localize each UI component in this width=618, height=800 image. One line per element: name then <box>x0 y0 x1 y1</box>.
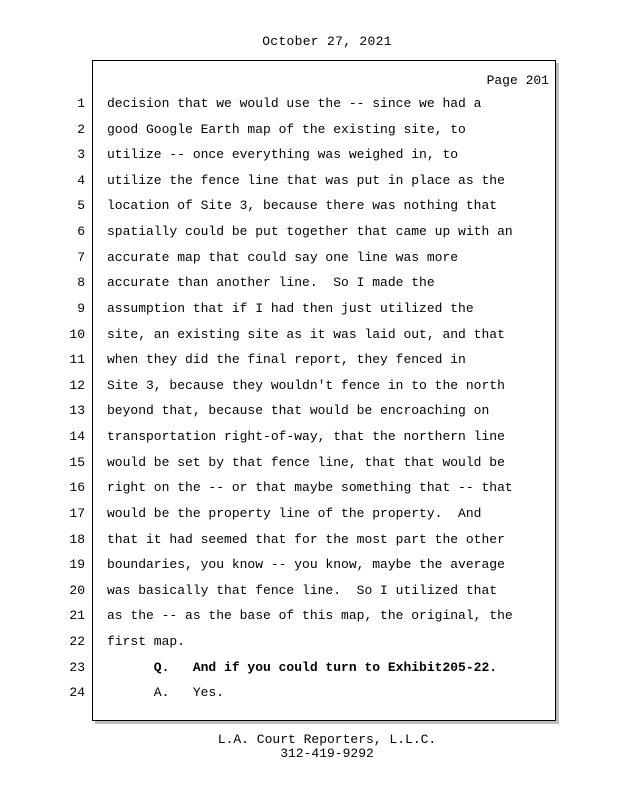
line-number: 6 <box>77 224 85 239</box>
transcript-line: site, an existing site as it was laid out, and that <box>107 327 505 342</box>
transcript-line: utilize -- once everything was weighed in, to <box>107 147 459 162</box>
line-number: 8 <box>77 275 85 290</box>
transcript-line: Site 3, because they wouldn't fence in to the north <box>107 378 505 393</box>
line-number: 16 <box>69 480 85 495</box>
line-number: 20 <box>69 583 85 598</box>
line-number: 17 <box>69 506 85 521</box>
transcript-line: accurate than another line. So I made the <box>107 275 435 290</box>
transcript-line: utilize the fence line that was put in place as the <box>107 173 505 188</box>
transcript-line: beyond that, because that would be encroaching on <box>107 403 490 418</box>
line-number: 23 <box>69 660 85 675</box>
transcript-line: right on the -- or that maybe something that -- that <box>107 480 513 495</box>
line-number: 12 <box>69 378 85 393</box>
line-number: 18 <box>69 532 85 547</box>
transcript-line: when they did the final report, they fenced in <box>107 352 466 367</box>
line-number: 10 <box>69 327 85 342</box>
line-number: 2 <box>77 122 85 137</box>
transcript-line: decision that we would use the -- since we had a <box>107 96 482 111</box>
reporter-phone: 312-419-9292 <box>280 746 374 761</box>
line-number: 24 <box>69 685 85 700</box>
transcript-line: location of Site 3, because there was nothing that <box>107 198 498 213</box>
answer-line: A. Yes. <box>107 685 225 700</box>
transcript-line: assumption that if I had then just utilized the <box>107 301 474 316</box>
transcript-line: was basically that fence line. So I utilized that <box>107 583 498 598</box>
line-number: 5 <box>77 198 85 213</box>
transcript-line: would be set by that fence line, that that would be <box>107 455 505 470</box>
transcript-line: spatially could be put together that came up with an <box>107 224 513 239</box>
reporter-company: L.A. Court Reporters, L.L.C. <box>217 732 437 747</box>
line-number: 14 <box>69 429 85 444</box>
line-number: 21 <box>69 608 85 623</box>
line-number: 19 <box>69 557 85 572</box>
transcript-date: October 27, 2021 <box>262 34 392 49</box>
line-number: 22 <box>69 634 85 649</box>
transcript-line: that it had seemed that for the most part the other <box>107 532 505 547</box>
transcript-line: boundaries, you know -- you know, maybe the average <box>107 557 505 572</box>
transcript-line: first map. <box>107 634 186 649</box>
transcript-line: would be the property line of the property. And <box>107 506 482 521</box>
line-number: 13 <box>69 403 85 418</box>
line-number: 7 <box>77 250 85 265</box>
line-number: 9 <box>77 301 85 316</box>
line-number: 4 <box>77 173 85 188</box>
question-line: Q. And if you could turn to Exhibit205-22. <box>107 660 498 675</box>
line-number: 1 <box>77 96 85 111</box>
line-number: 11 <box>69 352 85 367</box>
page-number: Page 201 <box>486 73 549 88</box>
transcript-line: transportation right-of-way, that the northern line <box>107 429 505 444</box>
transcript-line: good Google Earth map of the existing site, to <box>107 122 466 137</box>
transcript-line: as the -- as the base of this map, the original, the <box>107 608 513 623</box>
line-number: 3 <box>77 147 85 162</box>
line-number: 15 <box>69 455 85 470</box>
transcript-line: accurate map that could say one line was more <box>107 250 459 265</box>
